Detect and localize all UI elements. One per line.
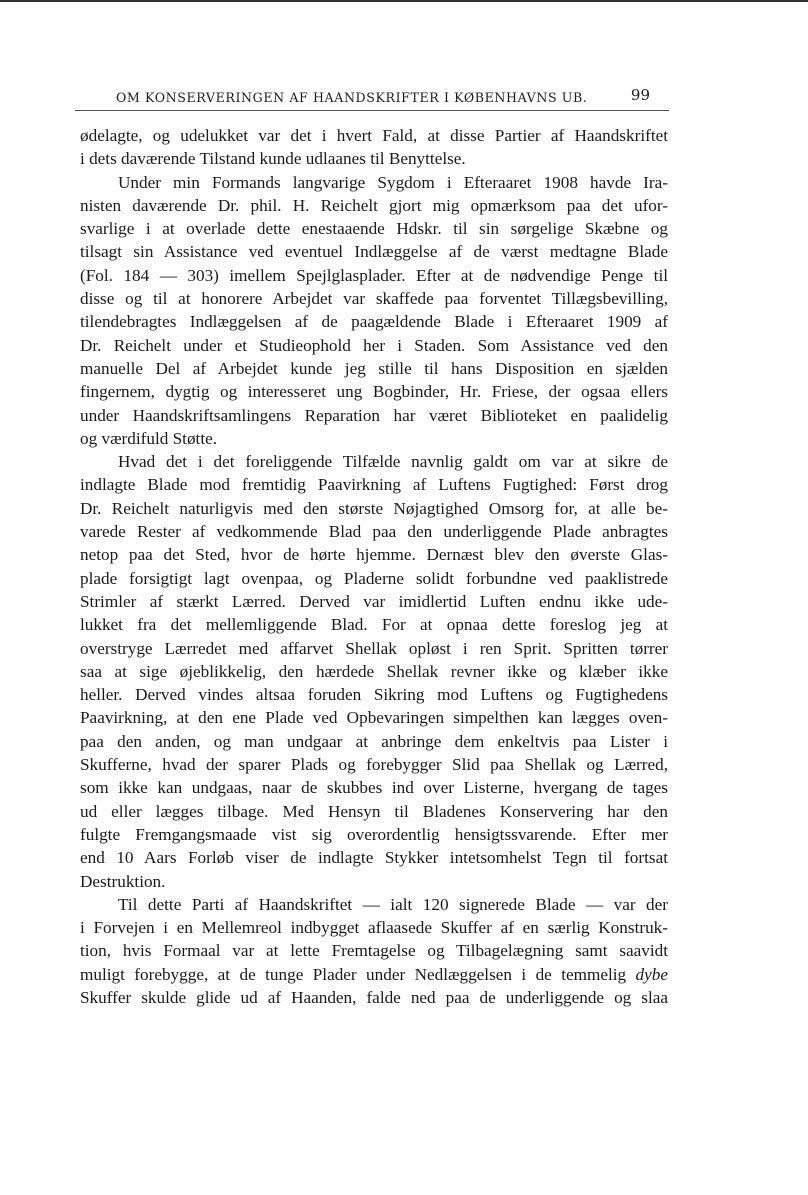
text-line: i dets daværende Tilstand kunde udlaanes til Benyttelse. bbox=[80, 149, 466, 169]
text-line: plade forsigtigt lagt ovenpaa, og Pladerne solidt forbundne ved paaklistrede bbox=[80, 568, 668, 588]
text-line: i Forvejen i en Mellemreol indbygget aflaasede Skuffer af en særlig Konstruk- bbox=[80, 918, 668, 938]
text-line: Under min Formands langvarige Sygdom i Efteraaret 1908 havde Ira- bbox=[118, 172, 668, 192]
text-line: (Fol. 184 — 303) imellem Spejlglasplader. Efter at de nødvendige Penge til bbox=[80, 265, 668, 285]
text-line: disse og til at honorere Arbejdet var skaffede paa forventet Tillægsbevilling, bbox=[80, 289, 668, 309]
page-number: 99 bbox=[630, 86, 650, 104]
text-line: Dr. Reichelt naturligvis med den største Nøjagtighed Omsorg for, at alle be- bbox=[80, 498, 668, 518]
text-line: heller. Derved vindes altsaa foruden Sikring mod Luftens og Fugtighedens bbox=[80, 685, 668, 705]
text-line: tion, hvis Formaal var at lette Fremtagelse og Tilbagelægning samt saavidt bbox=[80, 941, 668, 961]
text-line: Paavirkning, at den ene Plade ved Opbevaringen simpelthen kan lægges oven- bbox=[80, 708, 668, 728]
text-line: end 10 Aars Forløb viser de indlagte Stykker intetsomhelst Tegn til fortsat bbox=[80, 848, 668, 868]
text-line: paa den anden, og man undgaar at anbringe dem enkeltvis paa Lister i bbox=[80, 731, 668, 751]
text-line: nisten daværende Dr. phil. H. Reichelt gjort mig opmærksom paa det ufor- bbox=[80, 195, 668, 215]
body-text bbox=[80, 124, 668, 1009]
text-line: Til dette Parti af Haandskriftet — ialt 120 signerede Blade — var der bbox=[118, 894, 668, 914]
text-line: Destruktion. bbox=[80, 871, 166, 891]
text-line: saa at sige øjeblikkelig, den hærdede Shellak revner ikke og klæber ikke bbox=[80, 661, 668, 681]
text-line: varede Rester af vedkommende Blad paa den underliggende Plade anbragtes bbox=[80, 522, 668, 542]
text-line: fulgte Fremgangsmaade vist sig overordentlig hensigtssvarende. Efter mer bbox=[80, 824, 668, 844]
text-line: tilsagt sin Assistance ved eventuel Indlæggelse af de værst medtagne Blade bbox=[80, 242, 668, 262]
text-line: Strimler af stærkt Lærred. Derved var imidlertid Luften endnu ikke ude- bbox=[80, 591, 668, 611]
running-title: OM KONSERVERINGEN AF HAANDSKRIFTER I KØBENHAVNS UB. bbox=[116, 90, 588, 105]
text-line: manuelle Del af Arbejdet kunde jeg stille til hans Disposition en sjælden bbox=[80, 358, 668, 378]
text-line: ødelagte, og udelukket var det i hvert Fald, at disse Partier af Haandskriftet bbox=[80, 126, 668, 145]
text-line: under Haandskriftsamlingens Reparation har været Biblioteket en paalidelig bbox=[80, 405, 668, 425]
paragraph bbox=[80, 171, 668, 451]
text-line: lukket fra det mellemliggende Blad. For at opnaa dette foreslog jeg at bbox=[80, 615, 668, 635]
text-line: muligt forebygge, at de tunge Plader under Nedlæggelsen i de temmelig dybe bbox=[80, 964, 668, 984]
page-header bbox=[80, 86, 668, 108]
text-line: indlagte Blade mod fremtidig Paavirkning af Luftens Fugtighed: Først drog bbox=[80, 475, 668, 495]
text-line: svarlige i at overlade dette enestaaende Hdskr. til sin sørgelige Skæbne og bbox=[80, 219, 668, 239]
page-top-edge bbox=[0, 0, 808, 2]
text-line: Skufferne, hvad der sparer Plads og forebygger Slid paa Shellak og Lærred, bbox=[80, 755, 668, 775]
text-line: overstryge Lærredet med affarvet Shellak opløst i ren Sprit. Spritten tørrer bbox=[80, 638, 668, 658]
text-line: tilendebragtes Indlæggelsen af de paagældende Blade i Efteraaret 1909 af bbox=[80, 312, 668, 332]
text-line: som ikke kan undgaas, naar de skubbes ind over Listerne, hvergang de tages bbox=[80, 778, 668, 798]
header-rule bbox=[75, 110, 669, 111]
text-line: Hvad det i det foreliggende Tilfælde navnlig galdt om var at sikre de bbox=[118, 452, 668, 472]
text-line: Dr. Reichelt under et Studieophold her i Staden. Som Assistance ved den bbox=[80, 335, 668, 355]
text-line: fingernem, dygtig og interesseret ung Bogbinder, Hr. Friese, der ogsaa ellers bbox=[80, 382, 668, 402]
text-line: og værdifuld Støtte. bbox=[80, 428, 218, 448]
text-line: ud eller lægges tilbage. Med Hensyn til Bladenes Konservering har den bbox=[80, 801, 668, 821]
paragraph bbox=[80, 893, 668, 1009]
text-line: Skuffer skulde glide ud af Haanden, falde ned paa de underliggende og slaa bbox=[80, 987, 668, 1007]
text-line: netop paa det Sted, hvor de hørte hjemme. Dernæst blev den øverste Glas- bbox=[80, 545, 668, 565]
paragraph bbox=[80, 450, 668, 893]
paragraph bbox=[80, 124, 668, 171]
